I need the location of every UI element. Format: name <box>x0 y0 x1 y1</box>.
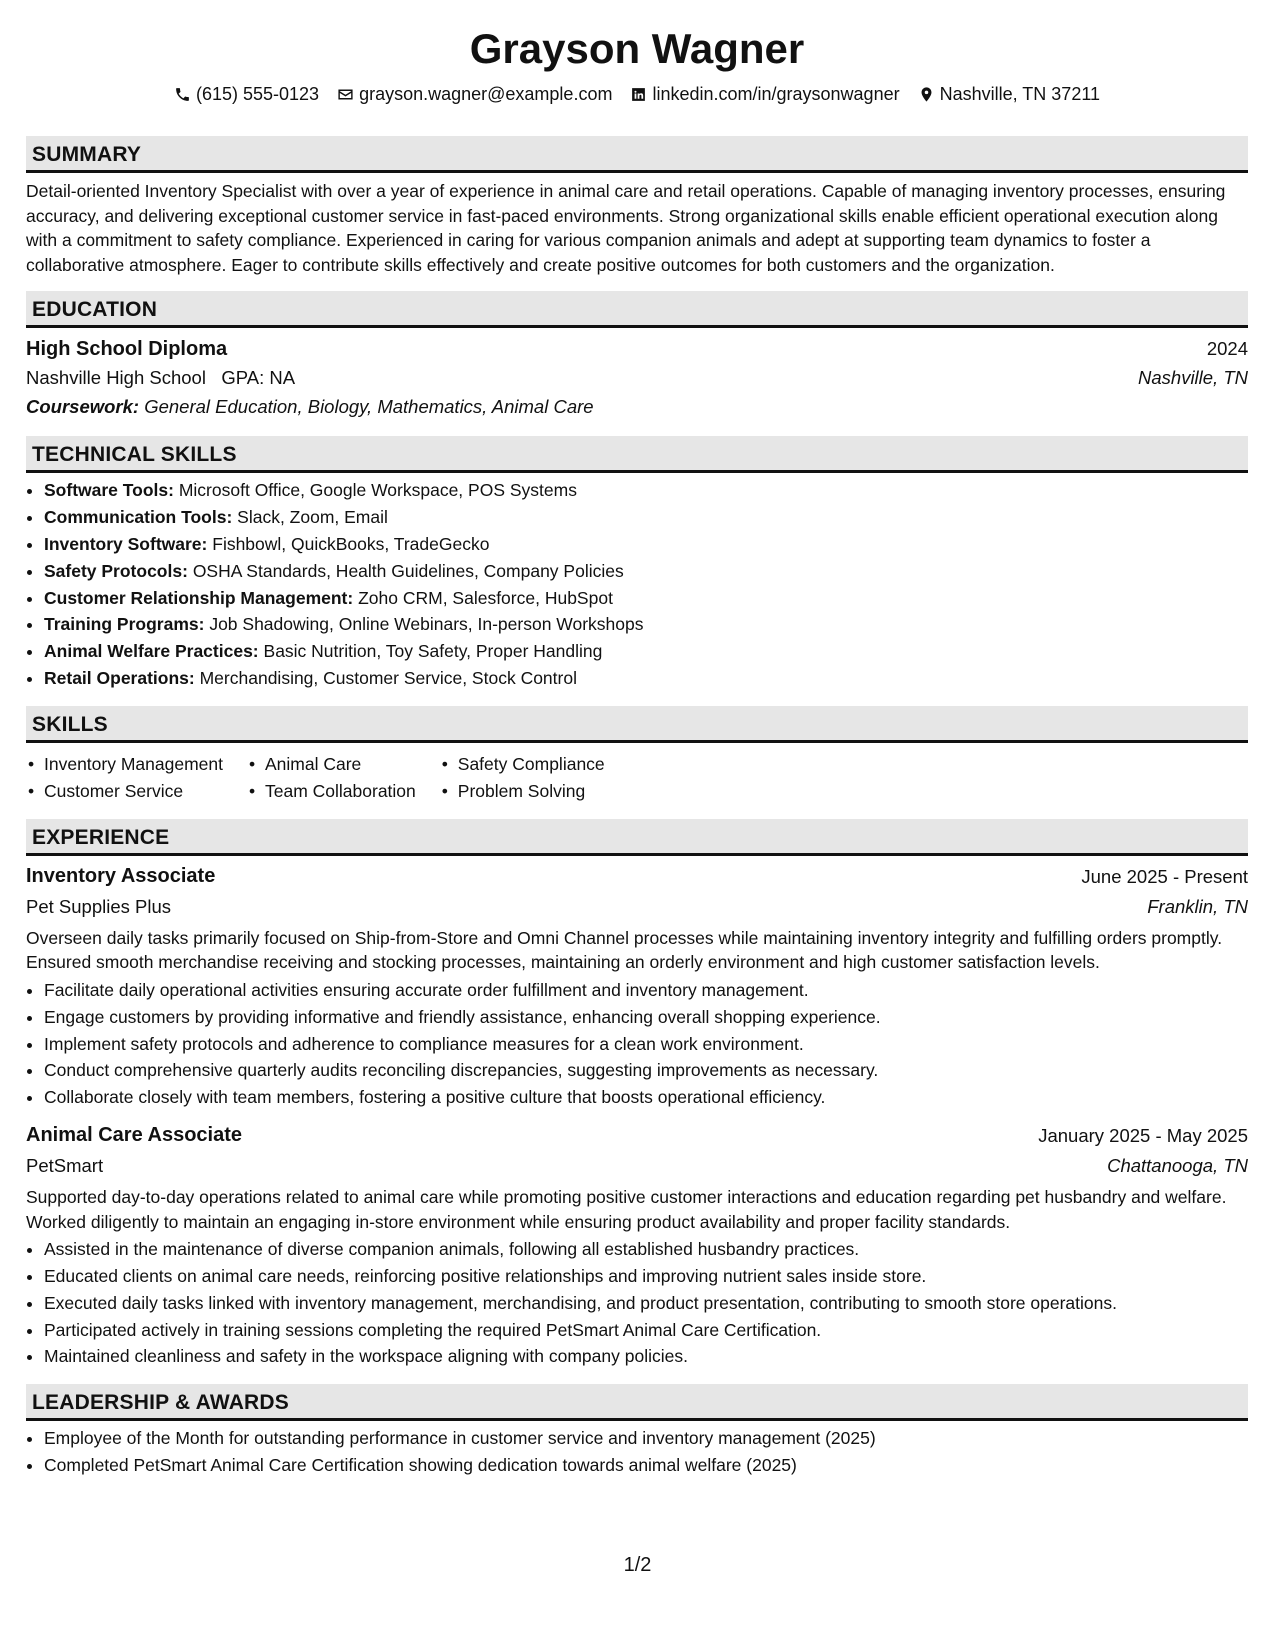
skill-category: Training Programs: <box>44 614 205 635</box>
list-item: • Maintained cleanliness and safety in the workspace aligning with company policies. <box>44 1343 1248 1370</box>
skill-values: Merchandising, Customer Service, Stock Control <box>199 667 577 688</box>
list-item: • Animal Care <box>265 751 416 778</box>
contact-location <box>918 82 1100 106</box>
job-bullets <box>26 977 1248 1111</box>
list-item: • Customer Service <box>44 778 223 805</box>
section-header-skills: SKILLS <box>26 706 1248 743</box>
section-header-awards: LEADERSHIP & AWARDS <box>26 1384 1248 1421</box>
list-item: • Employee of the Month for outstanding performance in customer service and inventory management (2025) <box>44 1425 1248 1452</box>
list-item <box>44 531 1248 558</box>
skill-values: Job Shadowing, Online Webinars, In-person Workshops <box>209 614 644 635</box>
job-description: Supported day-to-day operations related to animal care while promoting positive customer interactions and education regarding pet husbandry and welfare. Worked diligently to maintain an engaging in-store environment while ensuring product availability and proper facility standards. <box>26 1186 1227 1232</box>
list-item: • Team Collaboration <box>265 778 416 805</box>
coursework <box>26 392 1248 422</box>
skill-category: Retail Operations: <box>44 667 195 688</box>
skill-values: Microsoft Office, Google Workspace, POS Systems <box>178 480 577 501</box>
skills-section <box>26 706 1248 805</box>
experience-section <box>26 819 1248 1370</box>
list-item: • Educated clients on animal care needs, reinforcing positive relationships and improving nutrient sales inside store. <box>44 1263 1248 1290</box>
job-title: Animal Care Associate <box>26 1124 243 1147</box>
skill-category: Safety Protocols: <box>44 560 188 581</box>
contact-phone <box>174 82 319 106</box>
envelope-icon <box>337 86 354 103</box>
company-name: Pet Supplies Plus <box>26 895 172 917</box>
school-line <box>26 367 295 389</box>
list-item: • Participated actively in training sessions completing the required PetSmart Animal Care Certification. <box>44 1317 1248 1344</box>
job-entry <box>26 862 1248 1111</box>
list-item: • Conduct comprehensive quarterly audits reconciling discrepancies, suggesting improvements as necessary. <box>44 1057 1248 1084</box>
skill-category: Software Tools: <box>44 480 174 501</box>
section-header-summary: SUMMARY <box>26 136 1248 173</box>
section-header-experience: EXPERIENCE <box>26 819 1248 856</box>
technical-skills-section <box>26 436 1248 691</box>
list-item: • Safety Compliance <box>458 751 605 778</box>
skill-values: Zoho CRM, Salesforce, HubSpot <box>358 587 613 608</box>
job-entry <box>26 1121 1248 1370</box>
school-name: Nashville High School <box>26 367 206 389</box>
section-header-education: EDUCATION <box>26 291 1248 328</box>
job-dates: January 2025 - May 2025 <box>1038 1124 1248 1146</box>
skill-category: Animal Welfare Practices: <box>44 641 259 662</box>
contact-bar <box>26 82 1248 106</box>
awards-section <box>26 1384 1248 1479</box>
education-section <box>26 291 1248 422</box>
job-bullets <box>26 1236 1248 1370</box>
list-item: • Facilitate daily operational activities ensuring accurate order fulfillment and inventory management. <box>44 977 1248 1004</box>
coursework-list: General Education, Biology, Mathematics, Animal Care <box>144 396 594 418</box>
skill-values: Fishbowl, QuickBooks, TradeGecko <box>212 533 490 554</box>
gpa: GPA: NA <box>221 367 296 389</box>
graduation-year: 2024 <box>1206 338 1248 360</box>
candidate-name: Grayson Wagner <box>469 25 805 72</box>
list-item: • Inventory Management <box>44 751 223 778</box>
list-item <box>44 477 1248 504</box>
skills-grid <box>26 751 1248 805</box>
list-item: • Engage customers by providing informative and friendly assistance, enhancing overall shopping experience. <box>44 1004 1248 1031</box>
skill-category: Communication Tools: <box>44 507 233 528</box>
list-item <box>44 611 1248 638</box>
linkedin-text[interactable]: linkedin.com/in/graysonwagner <box>652 84 900 104</box>
list-item <box>44 504 1248 531</box>
list-item: • Collaborate closely with team members, fostering a positive culture that boosts operational efficiency. <box>44 1084 1248 1111</box>
job-location: Franklin, TN <box>1147 895 1248 917</box>
list-item <box>44 638 1248 665</box>
list-item: • Assisted in the maintenance of diverse companion animals, following all established husbandry practices. <box>44 1236 1248 1263</box>
job-description: Overseen daily tasks primarily focused on Ship-from-Store and Omni Channel processes while maintaining inventory integrity and fulfilling orders promptly. Ensured smooth merchandise receiving and stocking processes, maintaining an orderly environment and high customer satisfaction levels. <box>26 927 1223 973</box>
list-item: • Executed daily tasks linked with inventory management, merchandising, and product presentation, contributing to smooth store operations. <box>44 1290 1248 1317</box>
contact-email[interactable] <box>337 82 612 106</box>
technical-skills-list <box>26 477 1248 691</box>
skill-category: Inventory Software: <box>44 533 208 554</box>
resume-page <box>26 0 1248 1479</box>
email-text[interactable]: grayson.wagner@example.com <box>359 84 613 104</box>
skill-values: OSHA Standards, Health Guidelines, Company Policies <box>192 560 624 581</box>
list-item: • Problem Solving <box>458 778 605 805</box>
skill-values: Basic Nutrition, Toy Safety, Proper Handling <box>263 641 603 662</box>
degree: High School Diploma <box>26 337 228 360</box>
list-item <box>44 585 1248 612</box>
job-location: Chattanooga, TN <box>1107 1154 1248 1176</box>
summary-text: Detail-oriented Inventory Specialist with over a year of experience in animal care and retail operations. Capable of managing inventory processes, ensuring accuracy, and delivering exceptional customer service in fast-paced environments. Strong organizational skills enable efficient operational execution along with a commitment to safety compliance. Experienced in caring for various companion animals and adept at supporting team dynamics to foster a collaborative atmosphere. Eager to contribute skills effectively and create positive outcomes for both customers and the organization. <box>26 181 1226 275</box>
skills-column <box>44 751 223 805</box>
school-location: Nashville, TN <box>1138 367 1248 389</box>
section-header-technical-skills: TECHNICAL SKILLS <box>26 436 1248 473</box>
phone-text: (615) 555-0123 <box>195 84 320 104</box>
job-dates: June 2025 - Present <box>1081 865 1248 887</box>
list-item <box>44 665 1248 692</box>
skill-category: Customer Relationship Management: <box>44 587 354 608</box>
phone-icon <box>174 86 191 103</box>
skills-column <box>434 751 605 805</box>
company-name: PetSmart <box>26 1154 104 1176</box>
page-number: 1/2 <box>623 1554 652 1576</box>
contact-linkedin[interactable] <box>630 82 899 106</box>
skills-column <box>241 751 416 805</box>
awards-list <box>26 1425 1248 1479</box>
coursework-label: Coursework: <box>26 396 140 418</box>
job-title: Inventory Associate <box>26 865 216 888</box>
summary-section <box>26 136 1248 277</box>
skill-values: Slack, Zoom, Email <box>237 507 388 528</box>
list-item: • Completed PetSmart Animal Care Certification showing dedication towards animal welfare (2025) <box>44 1452 1248 1479</box>
linkedin-icon <box>630 86 647 103</box>
map-pin-icon <box>918 86 935 103</box>
list-item <box>44 558 1248 585</box>
list-item: • Implement safety protocols and adherence to compliance measures for a clean work environment. <box>44 1031 1248 1058</box>
location-text: Nashville, TN 37211 <box>939 84 1101 104</box>
